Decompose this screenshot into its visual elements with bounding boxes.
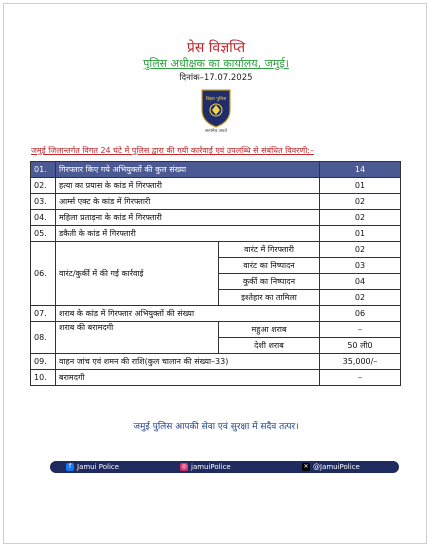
row-value: –: [320, 370, 401, 386]
row-label: गिरफ्तार किए गये अभियुक्तों की कुल संख्या: [56, 162, 320, 178]
action-summary-table: [30, 161, 401, 386]
row-number: 08.: [31, 322, 56, 354]
row-number: 01.: [31, 162, 56, 178]
svg-text:बिहार पुलिस: बिहार पुलिस: [205, 97, 227, 102]
table-row: [31, 370, 401, 386]
facebook-link[interactable]: [66, 462, 119, 472]
row-label: महिला प्रताड़ना के कांड में गिरफ्तारी: [56, 210, 320, 226]
emblem-caption: सत्यमेव जयते: [204, 129, 228, 134]
row-label: हत्या का प्रयास के कांड में गिरफ्तारी: [56, 178, 320, 194]
table-row: [31, 306, 401, 322]
sub-value: 50 ली0: [320, 338, 401, 354]
row-value: 01: [320, 226, 401, 242]
row-value: 02: [320, 210, 401, 226]
x-icon: ✕: [303, 463, 309, 470]
table-row: [31, 210, 401, 226]
sub-label: वारंट का निष्पादन: [219, 258, 320, 274]
row-value: 01: [320, 178, 401, 194]
row-number: 02.: [31, 178, 56, 194]
sub-label: इश्तेहार का तामिला: [219, 290, 320, 306]
table-row: [31, 322, 401, 338]
row-value: 06: [320, 306, 401, 322]
sub-value: –: [320, 322, 401, 338]
row-label: बरामदगी: [56, 370, 320, 386]
table-row: [31, 178, 401, 194]
row-value: 35,000/–: [320, 354, 401, 370]
table-row: [31, 354, 401, 370]
facebook-icon: f: [66, 463, 74, 471]
footer-slogan: जमुई पुलिस आपकी सेवा एवं सुरक्षा में सदैव तत्पर।: [133, 422, 299, 432]
sub-value: 04: [320, 274, 401, 290]
sub-value: 02: [320, 290, 401, 306]
row-number: 03.: [31, 194, 56, 210]
sub-label: कुर्की का निष्पादन: [219, 274, 320, 290]
intro-heading: जमुई जिलान्तर्गत विगत 24 घंटे में पुलिस द्वारा की गयी कार्रवाई एवं उपलब्धि से संबंधित विवरणी:–: [31, 146, 314, 155]
facebook-handle: Jamui Police: [77, 463, 120, 471]
row-number: 07.: [31, 306, 56, 322]
x-handle: @JamuiPolice: [313, 463, 360, 471]
instagram-icon: ◎: [181, 463, 187, 470]
instagram-link[interactable]: [180, 462, 231, 472]
office-name: पुलिस अधीक्षक का कार्यालय, जमुई।: [143, 57, 289, 70]
sub-value: 02: [320, 242, 401, 258]
row-value: 02: [320, 194, 401, 210]
x-link[interactable]: [302, 462, 360, 472]
row-label: डकैती के कांड में गिरफ्तारी: [56, 226, 320, 242]
sub-value: 03: [320, 258, 401, 274]
row-label: वारंट/कुर्की में की गई कार्रवाई: [56, 242, 219, 306]
row-value: 14: [320, 162, 401, 178]
bihar-police-emblem-icon: [199, 88, 233, 128]
row-number: 10.: [31, 370, 56, 386]
social-media-bar: [50, 461, 399, 473]
table-row: [31, 194, 401, 210]
row-number: 04.: [31, 210, 56, 226]
table-row: [31, 226, 401, 242]
press-release-title: प्रेस विज्ञप्ति: [186, 40, 246, 56]
row-label: शराब की बरामदगी: [56, 322, 219, 354]
instagram-handle: jamuiPolice: [191, 463, 231, 471]
row-number: 06.: [31, 242, 56, 306]
table-row: [31, 162, 401, 178]
sub-label: देशी शराब: [219, 338, 320, 354]
row-label: आर्म्स एक्ट के कांड में गिरफ्तारी: [56, 194, 320, 210]
row-label: वाहन जांच एवं शमन की राशि(कुल चालान की संख्या–33): [56, 354, 320, 370]
sub-label: महुआ शराब: [219, 322, 320, 338]
row-label: शराब के कांड में गिरफ्तार अभियुक्तों की संख्या: [56, 306, 320, 322]
sub-label: वारंट में गिरफ्तारी: [219, 242, 320, 258]
row-number: 05.: [31, 226, 56, 242]
release-date: दिनांक–17.07.2025: [179, 73, 253, 83]
table-row: [31, 242, 401, 258]
row-number: 09.: [31, 354, 56, 370]
